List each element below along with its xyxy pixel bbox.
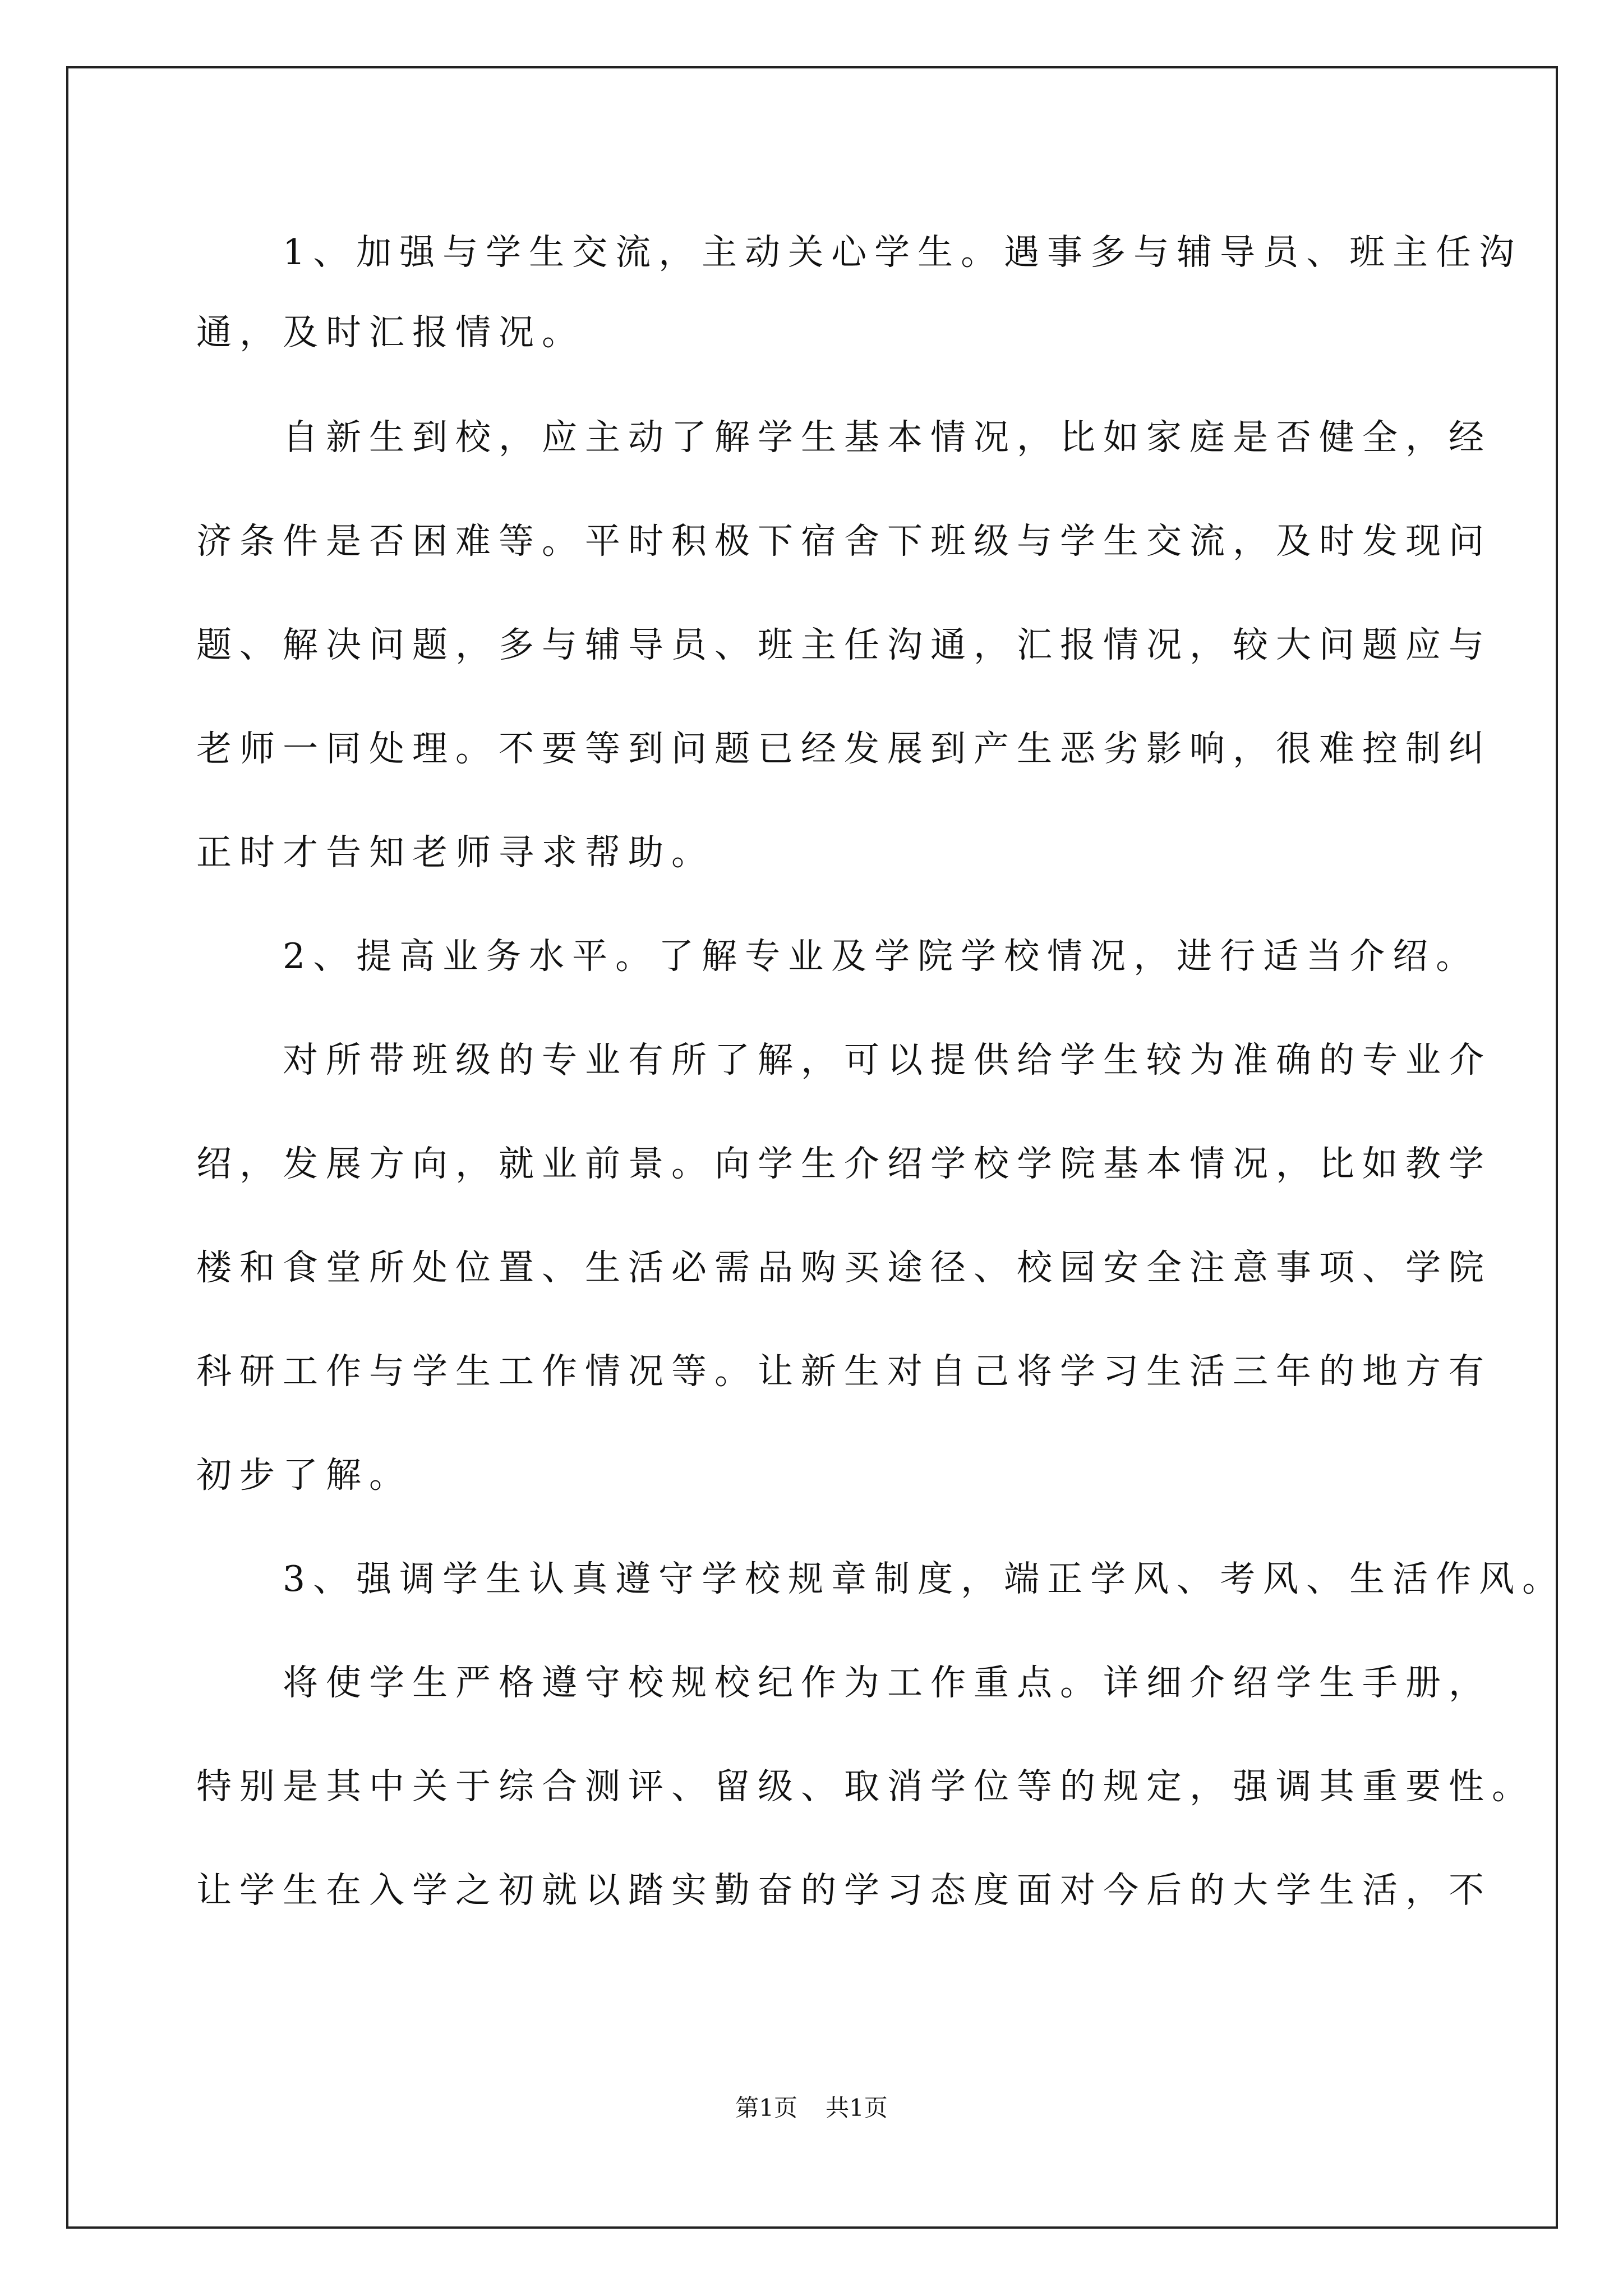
text-line: 自新生到校，应主动了解学生基本情况，比如家庭是否健全，经 (196, 417, 1492, 458)
text-line: 绍，发展方向，就业前景。向学生介绍学校学院基本情况，比如教学 (196, 1143, 1492, 1184)
text-line: 对所带班级的专业有所了解，可以提供给学生较为准确的专业介 (196, 1039, 1492, 1080)
text-line: 让学生在入学之初就以踏实勤奋的学习态度面对今后的大学生活，不 (196, 1870, 1492, 1911)
text-line: 将使学生严格遵守校规校纪作为工作重点。详细介绍学生手册， (196, 1662, 1492, 1703)
text-line: 科研工作与学生工作情况等。让新生对自己将学习生活三年的地方有 (196, 1351, 1492, 1392)
page-number: 第1页 (735, 2094, 797, 2122)
page-total: 共1页 (826, 2094, 888, 2122)
text-line: 特别是其中关于综合测评、留级、取消学位等的规定，强调其重要性。 (196, 1766, 1535, 1807)
text-line: 题、解决问题，多与辅导员、班主任沟通，汇报情况，较大问题应与 (196, 624, 1492, 665)
text-line: 通，及时汇报情况。 (196, 312, 585, 353)
text-line: 1、加强与学生交流，主动关心学生。遇事多与辅导员、班主任沟 (196, 232, 1523, 273)
text-line: 楼和食堂所处位置、生活必需品购买途径、校园安全注意事项、学院 (196, 1247, 1492, 1288)
text-line: 正时才告知老师寻求帮助。 (196, 832, 714, 873)
text-line: 3、强调学生认真遵守学校规章制度，端正学风、考风、生活作风。 (196, 1558, 1566, 1599)
text-line: 2、提高业务水平。了解专业及学院学校情况，进行适当介绍。 (196, 936, 1479, 977)
text-line: 济条件是否困难等。平时积极下宿舍下班级与学生交流，及时发现问 (196, 521, 1492, 562)
text-line: 初步了解。 (196, 1455, 412, 1496)
text-line: 老师一同处理。不要等到问题已经发展到产生恶劣影响，很难控制纠 (196, 728, 1492, 769)
page-footer (0, 2090, 1623, 2123)
